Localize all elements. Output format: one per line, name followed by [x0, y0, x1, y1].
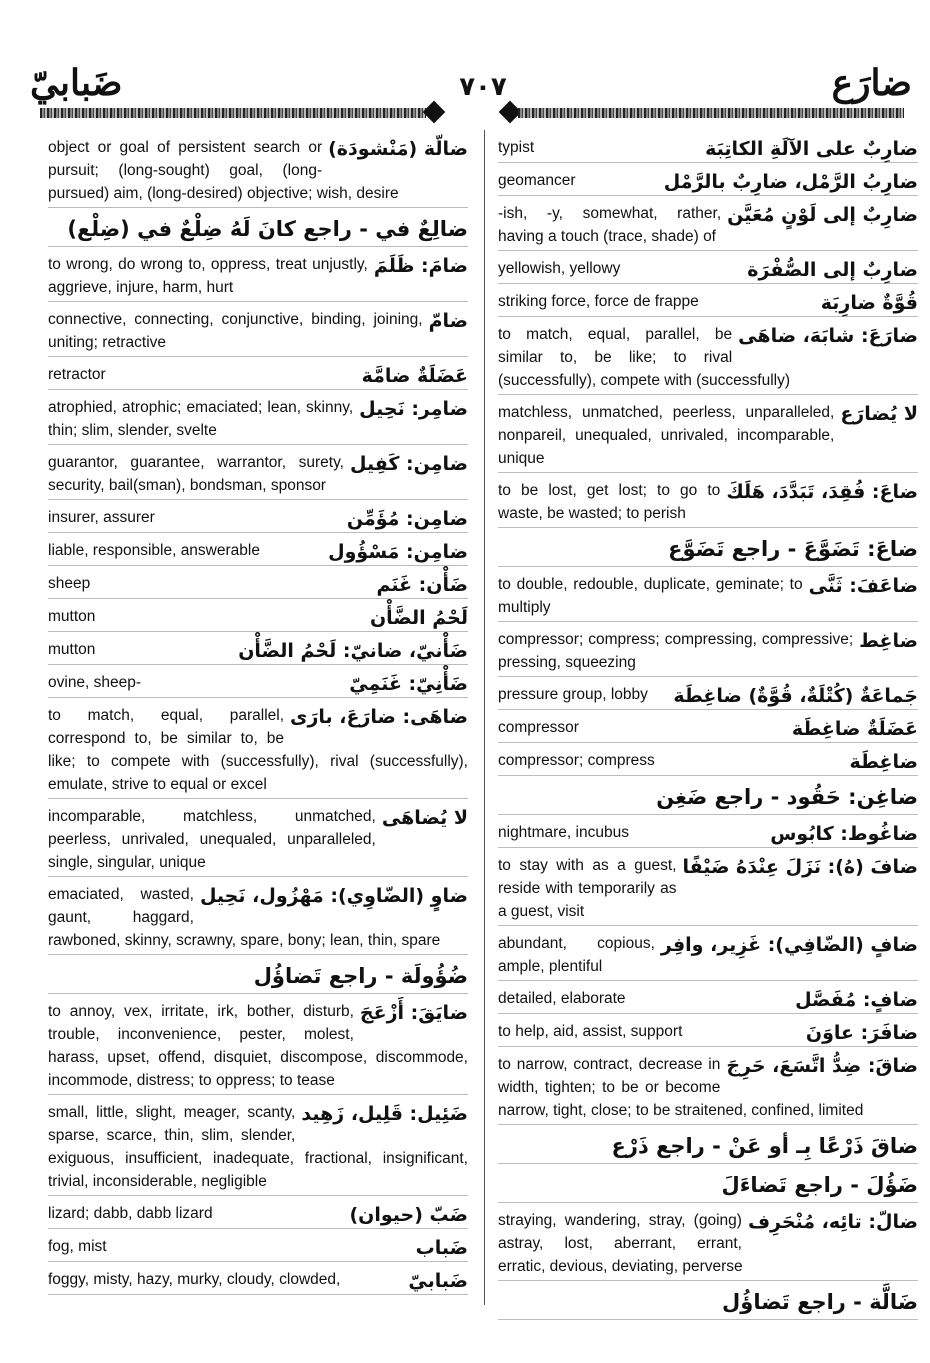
english-definition: to help, aid, assist, support [498, 1023, 683, 1040]
dictionary-entry [48, 136, 468, 208]
arabic-headword: ضاقَ: ضِدُّ اتَّسَعَ، حَرِجَ [726, 1055, 918, 1077]
dictionary-entry [48, 363, 468, 390]
arabic-headword: ضافَ (هُ): نَزَلَ عِنْدَهُ ضَيْفًا [682, 856, 918, 878]
english-definition: ovine, sheep- [48, 674, 142, 691]
dictionary-entry [498, 479, 918, 528]
arabic-headword: ضَباب [415, 1237, 468, 1259]
arabic-headword: ضَالَّة - راجع تَضاؤُل [722, 1290, 918, 1314]
arabic-headword: ضامَ: ظَلَمَ [373, 255, 468, 277]
dictionary-entry [498, 683, 918, 710]
right-column [498, 136, 918, 1326]
arabic-headword: ضَؤُلَ - راجع تَضاءَلَ [721, 1173, 918, 1197]
dictionary-entry [498, 323, 918, 395]
dictionary-entry [48, 1202, 468, 1229]
arabic-headword: ضاغِط [859, 630, 918, 652]
arabic-headword: ضَئِيل: قَلِيل، زَهِيد [301, 1103, 468, 1125]
arabic-headword: ضالّة (مَنْشودَة) [328, 138, 468, 160]
dictionary-entry [48, 572, 468, 599]
dictionary-entry [498, 401, 918, 473]
arabic-headword: ضافَرَ: عاوَنَ [805, 1022, 918, 1044]
english-definition: matchless, unmatched, peerless, unparalleled, nonpareil, unequaled, unrivaled, incomparable, unique [498, 404, 835, 467]
english-definition: lizard; dabb, dabb lizard [48, 1205, 213, 1222]
dictionary-entry [48, 961, 468, 994]
english-definition: insurer, assurer [48, 509, 155, 526]
english-definition: to annoy, vex, irritate, irk, bother, disturb, trouble, inconvenience, pester, molest, harass, upset, offend, disquiet, discompose, discommode, incommode, distress; to oppress; to tease [48, 1003, 468, 1089]
arabic-headword: ضُؤُولَة - راجع تَضاؤُل [253, 964, 468, 988]
english-definition: typist [498, 139, 535, 156]
dictionary-entry [48, 704, 468, 799]
arabic-headword: ضاقَ ذَرْعًا بِـ أو عَنْ - راجع ذَرْع [611, 1134, 918, 1158]
arabic-headword: ضامِن: مُؤَمِّن [346, 508, 468, 530]
arabic-headword: لَحْمُ الضَّأْن [369, 607, 468, 629]
english-definition: abundant, copious, ample, plentiful [498, 935, 655, 975]
arabic-headword: ضارِبٌ إلى لَوْنٍ مُعَيَّن [727, 204, 918, 226]
dictionary-entry [48, 253, 468, 302]
arabic-headword: ضامّ [428, 310, 468, 332]
dictionary-entry [498, 290, 918, 317]
arabic-headword: ضاغِطَة [849, 751, 918, 773]
dictionary-entry [48, 638, 468, 665]
english-definition: to double, redouble, duplicate, geminate; to multiply [498, 576, 803, 616]
arabic-headword: ضارِبُ الرَّمْل، ضارِبٌ بالرَّمْل [663, 171, 918, 193]
english-definition: geomancer [498, 172, 576, 189]
english-definition: atrophied, atrophic; emaciated; lean, skinny, thin; slim, slender, svelte [48, 399, 354, 439]
arabic-headword: ضَأْنِيّ: غَنَمِيّ [349, 673, 468, 695]
dictionary-entry [498, 628, 918, 677]
column-separator [484, 130, 485, 1305]
english-definition: liable, responsible, answerable [48, 542, 260, 559]
arabic-headword: ضامِن: كَفِيل [349, 453, 468, 475]
arabic-headword: ضامِن: مَسْؤُول [328, 541, 468, 563]
header-rule-right [518, 108, 904, 118]
arabic-headword: ضاعَفَ: ثَنَّى [808, 575, 918, 597]
arabic-headword: ضارِبٌ على الآلَةِ الكاتِبَة [705, 138, 918, 160]
english-definition: emaciated, wasted, gaunt, haggard, rawboned, skinny, scrawny, spare, bony; lean, thin, spare [48, 886, 441, 949]
english-definition: connective, connecting, conjunctive, binding, joining, uniting; retractive [48, 311, 423, 351]
english-definition: to match, equal, parallel, correspond to, be similar to, be like; to compete with (successfully), rival (successfully), emulate, strive to equal or excel [48, 707, 468, 793]
arabic-headword: ضارَعَ: شابَهَ، ضاهَى [738, 325, 918, 347]
page-number: ٧٠٧ [459, 72, 507, 102]
dictionary-entry [498, 573, 918, 622]
english-definition: incomparable, matchless, unmatched, peerless, unrivaled, unequaled, unparalleled, single, singular, unique [48, 808, 376, 871]
arabic-headword: لا يُضاهَى [381, 807, 468, 829]
english-definition: foggy, misty, hazy, murky, cloudy, clowded, [48, 1271, 341, 1288]
dictionary-entry [498, 534, 918, 567]
arabic-headword: ضَأْن: غَنَم [376, 574, 468, 596]
guide-word-right: ضارَع [831, 63, 912, 103]
dictionary-entry [498, 169, 918, 196]
dictionary-entry [48, 883, 468, 955]
arabic-headword: ضاعَ: فُقِدَ، تَبَدَّدَ، هَلَكَ [726, 481, 918, 503]
arabic-headword: ضَبابيّ [408, 1270, 468, 1292]
english-definition: yellowish, yellowy [498, 260, 621, 277]
dictionary-entry [48, 1235, 468, 1262]
dictionary-entry [498, 1131, 918, 1164]
dictionary-entry [48, 308, 468, 357]
english-definition: to stay with as a guest, reside with temporarily as a guest, visit [498, 857, 677, 920]
dictionary-entry [498, 987, 918, 1014]
english-definition: guarantor, guarantee, warrantor, surety, security, bail(sman), bondsman, sponsor [48, 454, 344, 494]
arabic-headword: ضايَقَ: أَزْعَجَ [359, 1002, 468, 1024]
arabic-headword: ضاغُوط: كابُوس [770, 823, 918, 845]
arabic-headword: ضالّ: تائِه، مُنْحَرِف [747, 1211, 918, 1233]
dictionary-entry [48, 451, 468, 500]
dictionary-entry [498, 716, 918, 743]
arabic-headword: ضاعَ: تَضَوَّعَ - راجع تَضَوَّع [668, 537, 918, 561]
dictionary-entry [498, 932, 918, 981]
dictionary-entry [498, 1020, 918, 1047]
arabic-headword: قُوَّةٌ ضارِبَة [820, 292, 918, 314]
arabic-headword: ضالِعٌ في - راجع كانَ لَهُ ضِلْعٌ في (ضِلْع) [67, 217, 468, 241]
dictionary-entry [498, 257, 918, 284]
english-definition: fog, mist [48, 1238, 107, 1255]
english-definition: compressor; compress; compressing, compressive; pressing, squeezing [498, 631, 854, 671]
arabic-headword: ضارِبٌ إلى الصُّفْرَة [747, 259, 918, 281]
arabic-headword: ضَبّ (حيوان) [349, 1204, 468, 1226]
dictionary-entry [48, 805, 468, 877]
arabic-headword: ضافٍ (الضّافِي): غَزِير، وافِر [660, 934, 918, 956]
english-definition: sheep [48, 575, 91, 592]
english-definition: mutton [48, 608, 96, 625]
english-definition: to match, equal, parallel, be similar to, be like; to rival (successfully), compete with (successfully) [498, 326, 790, 389]
dictionary-entry [498, 854, 918, 926]
arabic-headword: ضاغِن: حَقُود - راجع ضَغِن [656, 785, 918, 809]
english-definition: striking force, force de frappe [498, 293, 699, 310]
dictionary-entry [498, 749, 918, 776]
dictionary-entry [48, 605, 468, 632]
dictionary-entry [498, 1287, 918, 1320]
english-definition: compressor [498, 719, 579, 736]
dictionary-entry [48, 506, 468, 533]
dictionary-entry [498, 202, 918, 251]
header-rule-left [40, 108, 426, 118]
dictionary-entry [48, 1101, 468, 1196]
english-definition: nightmare, incubus [498, 824, 629, 841]
english-definition: pressure group, lobby [498, 686, 648, 703]
diamond-ornament-left [423, 101, 446, 124]
dictionary-entry [498, 136, 918, 163]
dictionary-entry [48, 1268, 468, 1295]
arabic-headword: عَضَلَةٌ ضاغِطَة [791, 718, 918, 740]
dictionary-entry [498, 1053, 918, 1125]
arabic-headword: لا يُضارَع [840, 403, 918, 425]
guide-word-left: ضَبابيّ [30, 63, 123, 103]
arabic-headword: ضَأْنيّ، ضانيّ: لَحْمُ الضَّأْن [238, 640, 468, 662]
english-definition: to wrong, do wrong to, oppress, treat unjustly, aggrieve, injure, harm, hurt [48, 256, 368, 296]
dictionary-entry [48, 214, 468, 247]
arabic-headword: ضامِر: نَحِيل [359, 398, 468, 420]
english-definition: compressor; compress [498, 752, 655, 769]
dictionary-entry [498, 1209, 918, 1281]
arabic-headword: ضاهَى: ضارَعَ، بارَى [290, 706, 468, 728]
english-definition: mutton [48, 641, 96, 658]
english-definition: straying, wandering, stray, (going) astray, lost, aberrant, errant, erratic, devious, deviating, perverse [498, 1212, 743, 1275]
dictionary-entry [48, 539, 468, 566]
english-definition: small, little, slight, meager, scanty, sparse, scarce, thin, slim, slender, exiguous, insufficient, inadequate, fractional, insignificant, trivial, inconsiderable, negligible [48, 1104, 468, 1190]
arabic-headword: عَضَلَةٌ ضامَّة [361, 365, 468, 387]
english-definition: retractor [48, 366, 106, 383]
english-definition: object or goal of persistent search or pursuit; (long-sought) goal, (long-pursued) aim, (long-desired) objective; wish, desire [48, 139, 399, 202]
arabic-headword: ضاوٍ (الضّاوِي): مَهْزُول، نَحِيل [199, 885, 468, 907]
english-definition: to be lost, get lost; to go to waste, be wasted; to perish [498, 482, 721, 522]
dictionary-entry [48, 1000, 468, 1095]
dictionary-entry [498, 782, 918, 815]
english-definition: to narrow, contract, decrease in width, tighten; to be or become narrow, tight, close; to be straitened, confined, limited [498, 1056, 864, 1119]
dictionary-entry [498, 1170, 918, 1203]
arabic-headword: ضافٍ: مُفَصَّل [795, 989, 918, 1011]
left-column [48, 136, 468, 1301]
english-definition: -ish, -y, somewhat, rather, having a touch (trace, shade) of [498, 205, 722, 245]
dictionary-entry [498, 821, 918, 848]
dictionary-entry [48, 396, 468, 445]
english-definition: detailed, elaborate [498, 990, 626, 1007]
page-header [0, 0, 930, 130]
arabic-headword: جَماعَةٌ (كُتْلَةٌ، قُوَّةٌ) ضاغِطَة [673, 685, 918, 707]
dictionary-entry [48, 671, 468, 698]
